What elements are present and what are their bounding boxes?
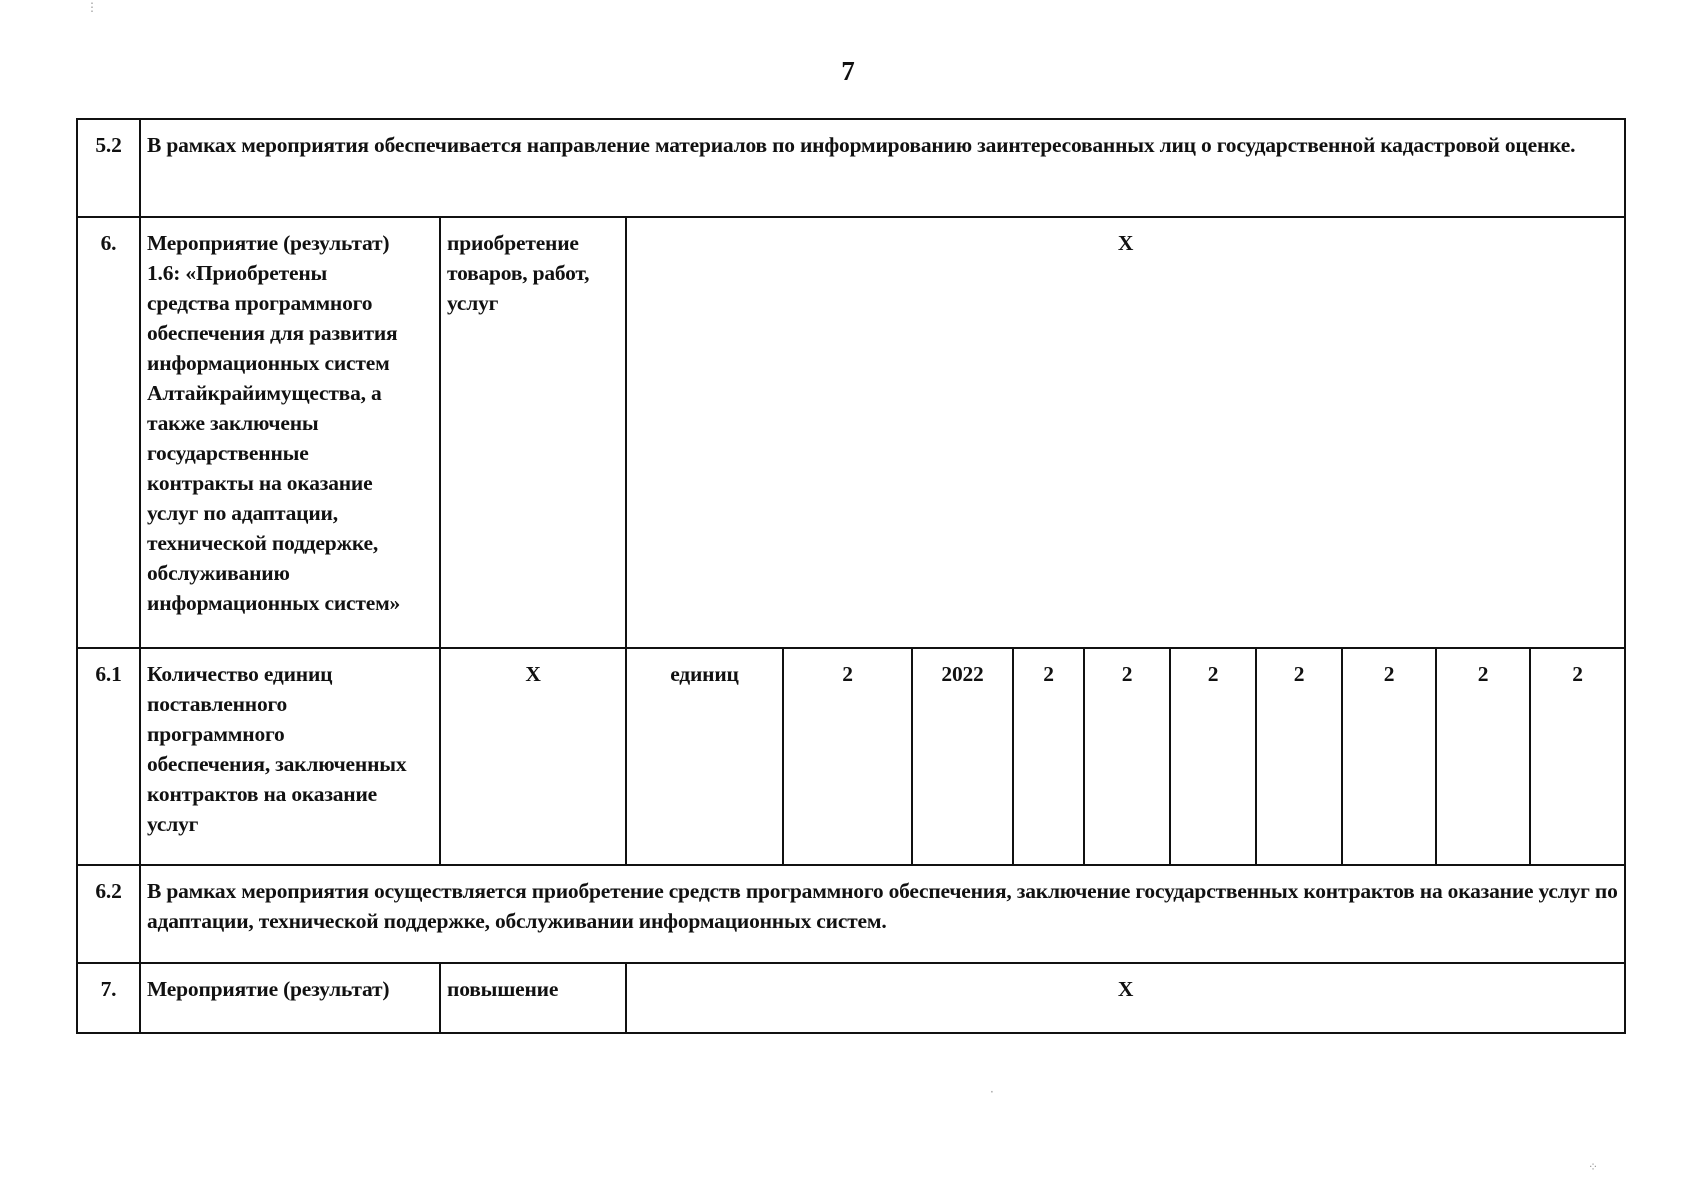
- indicator-name-cell: Количество единиц поставленного программного обеспечения, заключенных контрактов на оказание услуг: [140, 648, 440, 865]
- row-number-cell: 5.2: [77, 119, 140, 217]
- table-row-6-2: [77, 865, 1625, 963]
- value-cell-1: 2: [1013, 648, 1084, 865]
- scan-speck: ·: [990, 1085, 994, 1099]
- base-year-cell: 2022: [912, 648, 1013, 865]
- row-description-cell: В рамках мероприятия осуществляется приобретение средств программного обеспечения, заключение государственных контрактов на оказание услуг по адаптации, технической поддержке, обслуживании информационных систем.: [140, 865, 1625, 963]
- page-number: 7: [841, 56, 855, 86]
- value-cell-4: 2: [1256, 648, 1342, 865]
- scan-speck: ⁘: [1588, 1160, 1599, 1174]
- not-applicable-mark: X: [626, 963, 1625, 1033]
- scan-speck: ⋮: [86, 0, 98, 14]
- value-cell-5: 2: [1342, 648, 1436, 865]
- event-type-cell: приобретение товаров, работ, услуг: [440, 217, 626, 648]
- indicator-type-cell: X: [440, 648, 626, 865]
- table-row-6: [77, 217, 1625, 648]
- row-number-cell: 6.: [77, 217, 140, 648]
- row-number-cell: 7.: [77, 963, 140, 1033]
- value-cell-7: 2: [1530, 648, 1625, 865]
- row-number-cell: 6.2: [77, 865, 140, 963]
- event-name-cell: Мероприятие (результат): [140, 963, 440, 1033]
- table-row-5-2: [77, 119, 1625, 217]
- event-name-cell: Мероприятие (результат) 1.6: «Приобретены средства программного обеспечения для развития информационных систем Алтайкрайимущества, а также заключены государственные контракты на оказание услуг по адаптации, технической поддержке, обслуживанию информационных систем»: [140, 217, 440, 648]
- base-value-cell: 2: [783, 648, 912, 865]
- table-row-7: [77, 963, 1625, 1033]
- unit-cell: единиц: [626, 648, 783, 865]
- event-type-cell: повышение: [440, 963, 626, 1033]
- value-cell-3: 2: [1170, 648, 1256, 865]
- value-cell-2: 2: [1084, 648, 1170, 865]
- row-number-cell: 6.1: [77, 648, 140, 865]
- results-table: [76, 118, 1626, 1034]
- row-description-cell: В рамках мероприятия обеспечивается направление материалов по информированию заинтересованных лиц о государственной кадастровой оценке.: [140, 119, 1625, 217]
- not-applicable-mark: X: [626, 217, 1625, 648]
- table-row-6-1: [77, 648, 1625, 865]
- value-cell-6: 2: [1436, 648, 1530, 865]
